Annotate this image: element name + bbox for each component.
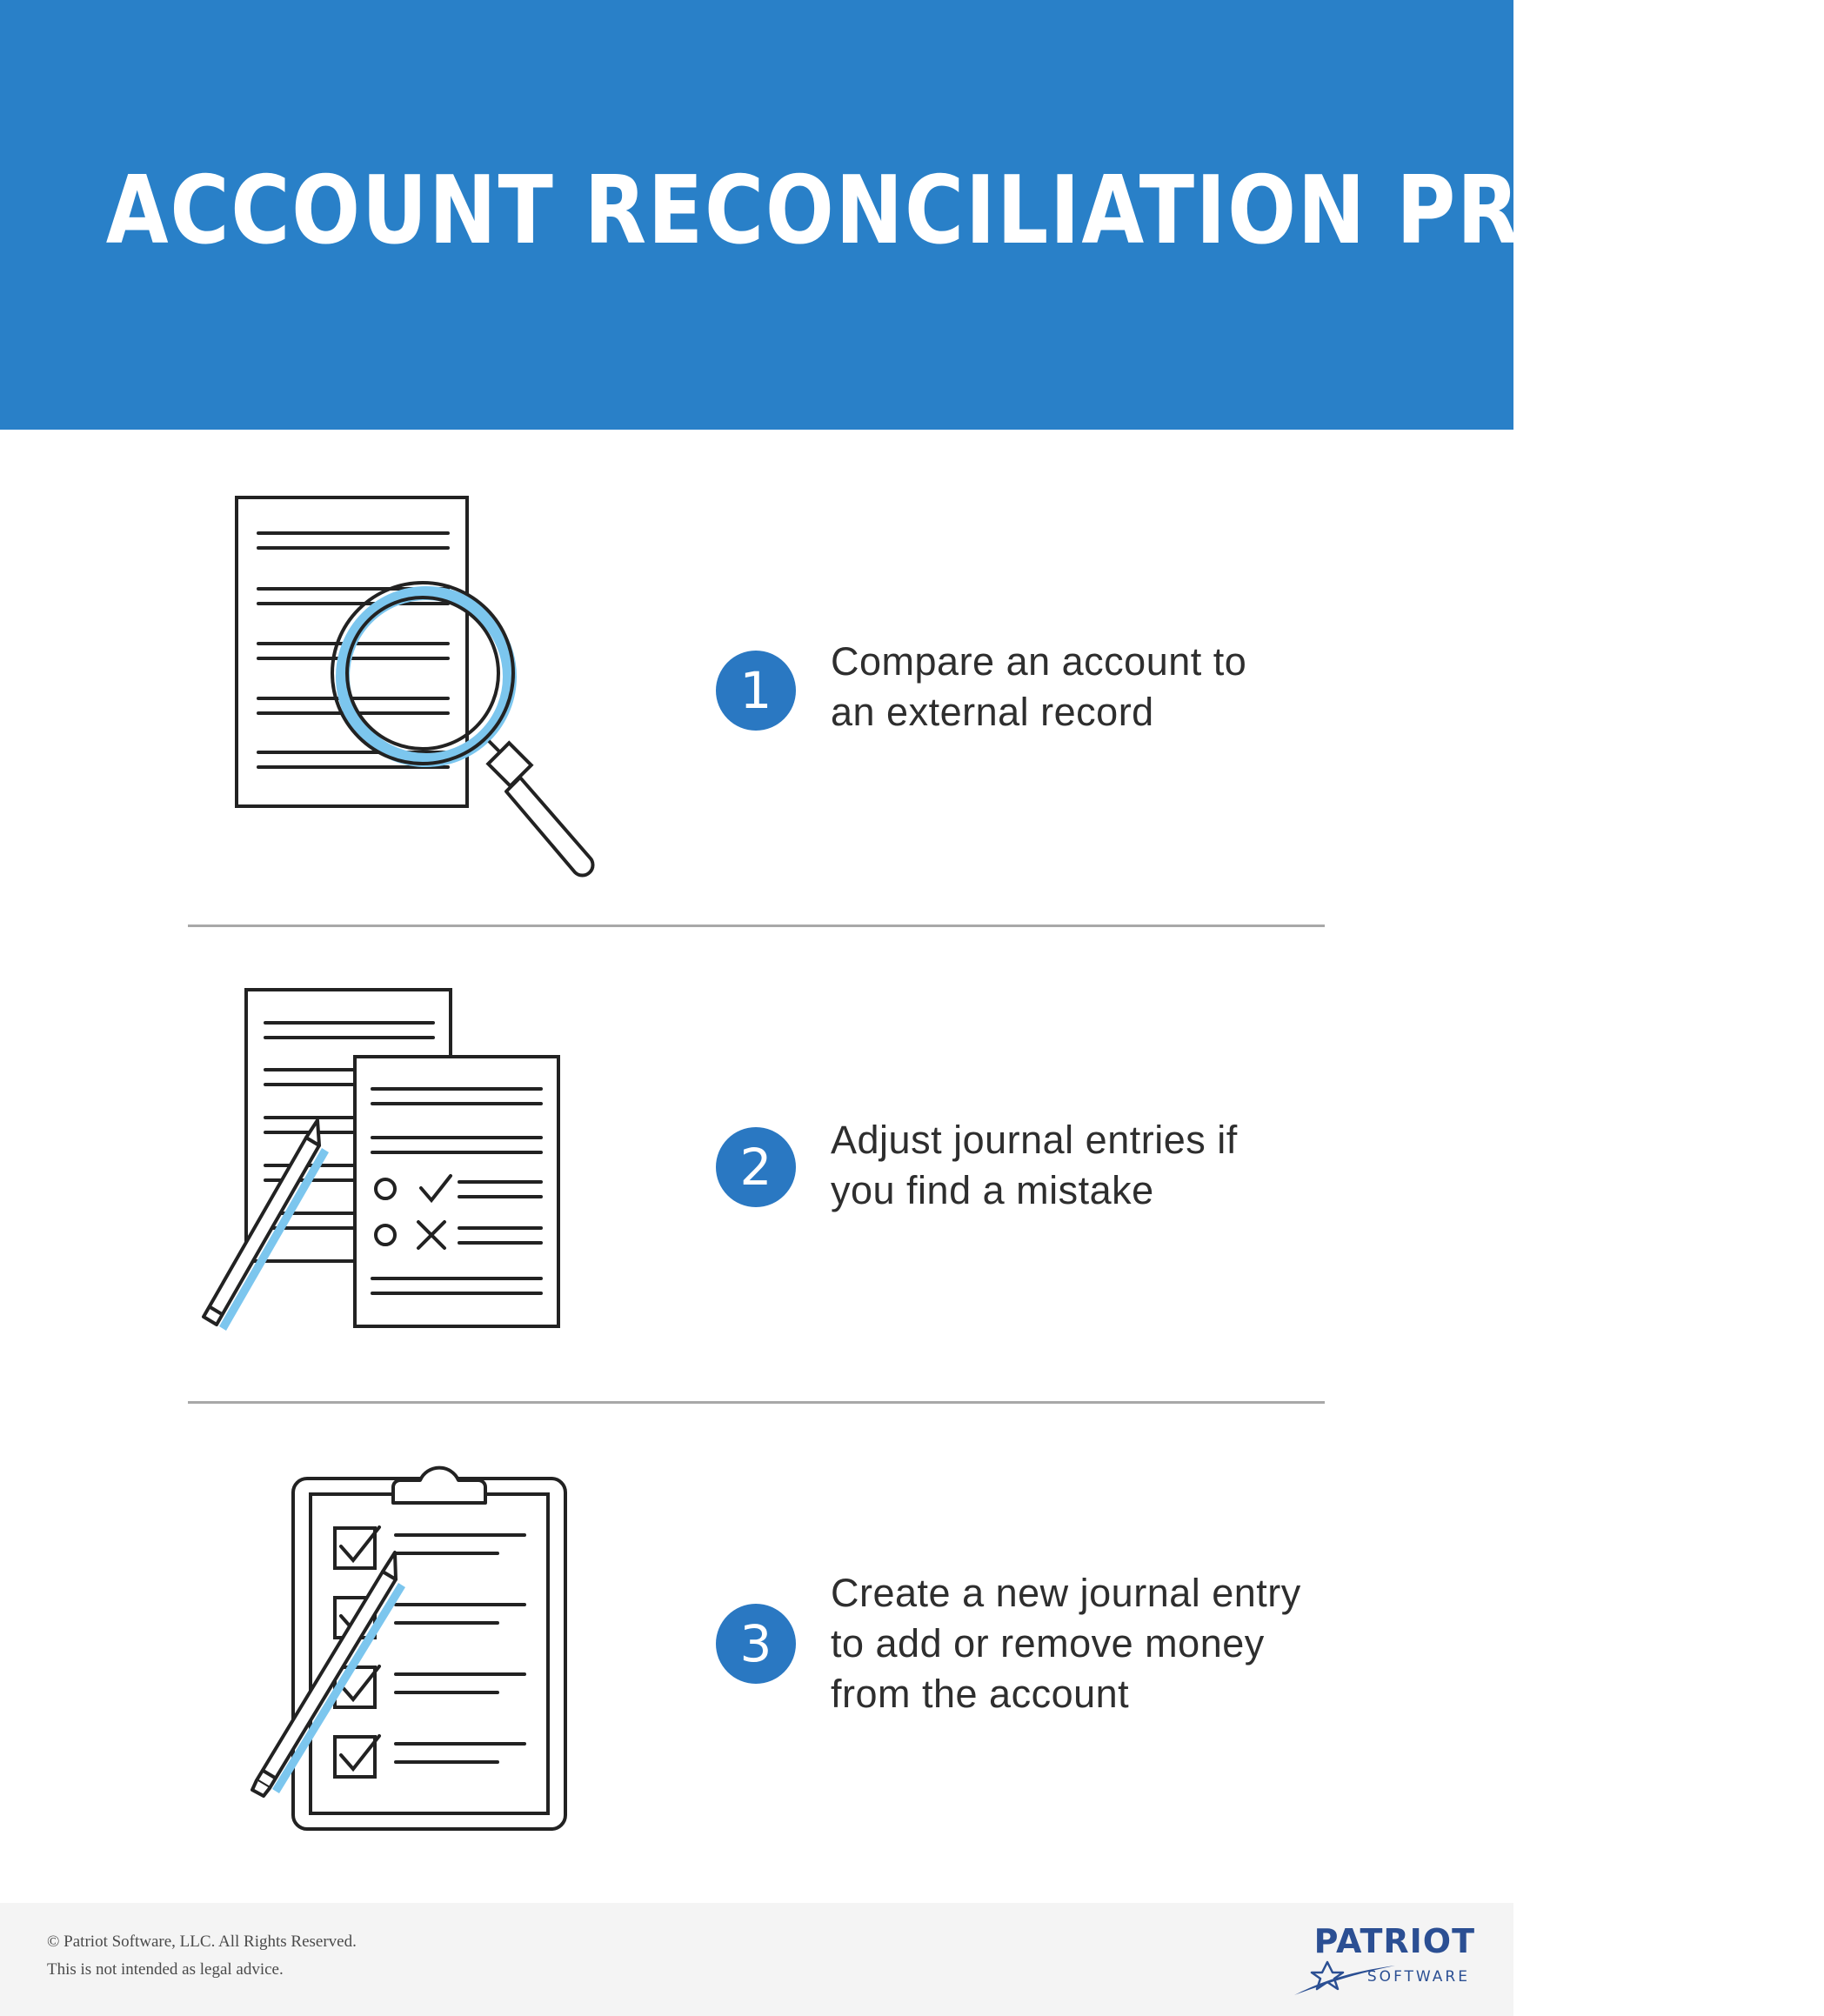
step-description [831,637,1387,738]
disclaimer-text: This is not intended as legal advice. [47,1960,284,1979]
copyright-text: © Patriot Software, LLC. All Rights Reserved. [47,1933,357,1951]
step-description-line: you find a mistake [831,1168,1154,1212]
step-description-line: to add or remove money [831,1621,1265,1666]
step-description-line: from the account [831,1672,1130,1716]
divider [188,925,1325,927]
logo-subtitle: SOFTWARE [1366,1968,1470,1986]
page-title: ACCOUNT RECONCILIATION PROCESS [105,157,1824,265]
documents-pencil-checklist-icon [174,983,591,1352]
step-number-badge: 3 [716,1604,796,1684]
divider [188,1401,1325,1404]
header-banner [0,0,1824,430]
step-description-line: an external record [831,690,1154,734]
step-description-line: Compare an account to [831,639,1247,684]
step-number-badge: 1 [716,651,796,731]
step-number-badge: 2 [716,1127,796,1207]
logo-wordmark: PATRIOT [1313,1922,1475,1960]
footer [0,1903,1513,2016]
document-magnifier-icon [174,487,626,891]
clipboard-checklist-pencil-icon [174,1448,591,1852]
step-description-line: Adjust journal entries if [831,1118,1238,1162]
step-description-line: Create a new journal entry [831,1571,1301,1615]
patriot-software-logo [1293,1922,1475,2000]
step-description [831,1568,1387,1719]
step-description [831,1115,1387,1216]
